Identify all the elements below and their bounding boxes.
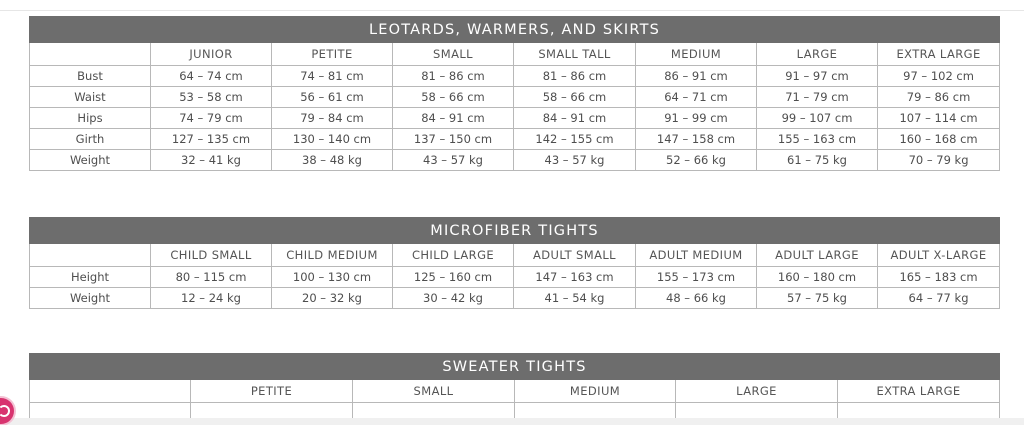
table-row	[30, 87, 1000, 108]
table-cell: 127 – 135 cm	[151, 129, 272, 150]
table-cell: 91 – 97 cm	[757, 66, 878, 87]
table-cell: 53 – 58 cm	[151, 87, 272, 108]
table-header-row	[30, 43, 1000, 66]
column-header: ADULT X-LARGE	[878, 244, 1000, 267]
column-header: SMALL	[393, 43, 514, 66]
table-cell: 84 – 91 cm	[514, 108, 636, 129]
table-row	[30, 129, 1000, 150]
column-header: PETITE	[272, 43, 393, 66]
column-header: PETITE	[191, 380, 353, 403]
row-label: Bust	[30, 66, 151, 87]
table-cell: 58 – 66 cm	[393, 87, 514, 108]
table-cell: 56 – 61 cm	[272, 87, 393, 108]
column-header: ADULT LARGE	[757, 244, 878, 267]
table-cell: 43 – 57 kg	[393, 150, 514, 171]
column-header: LARGE	[676, 380, 838, 403]
table-cell: 81 – 86 cm	[393, 66, 514, 87]
table-cell: 61 – 75 kg	[757, 150, 878, 171]
bottom-bar	[0, 418, 1024, 425]
table-header-row	[30, 380, 1000, 403]
table-cell: 107 – 114 cm	[878, 108, 1000, 129]
table-cell: 142 – 155 cm	[514, 129, 636, 150]
column-header: CHILD LARGE	[393, 244, 514, 267]
table-cell: 100 – 130 cm	[272, 267, 393, 288]
size-table-microfiber-tights	[29, 217, 1000, 309]
table-title: LEOTARDS, WARMERS, AND SKIRTS	[30, 17, 1000, 43]
table-cell: 30 – 42 kg	[393, 288, 514, 309]
table-row	[30, 66, 1000, 87]
column-header: ADULT MEDIUM	[636, 244, 757, 267]
table-cell: 125 – 160 cm	[393, 267, 514, 288]
table-row	[30, 288, 1000, 309]
column-header: CHILD MEDIUM	[272, 244, 393, 267]
table-cell: 81 – 86 cm	[514, 66, 636, 87]
table-cell: 130 – 140 cm	[272, 129, 393, 150]
table-cell: 97 – 102 cm	[878, 66, 1000, 87]
table-title: SWEATER TIGHTS	[30, 354, 1000, 380]
table-cell: 38 – 48 kg	[272, 150, 393, 171]
table-cell: 79 – 84 cm	[272, 108, 393, 129]
column-header: MEDIUM	[515, 380, 676, 403]
row-label: Girth	[30, 129, 151, 150]
table-row	[30, 267, 1000, 288]
table-cell: 99 – 107 cm	[757, 108, 878, 129]
table-cell: 32 – 41 kg	[151, 150, 272, 171]
table-cell: 147 – 158 cm	[636, 129, 757, 150]
table-cell: 57 – 75 kg	[757, 288, 878, 309]
column-header: EXTRA LARGE	[878, 43, 1000, 66]
table-cell: 160 – 180 cm	[757, 267, 878, 288]
table-cell: 84 – 91 cm	[393, 108, 514, 129]
table-cell: 74 – 79 cm	[151, 108, 272, 129]
column-header: EXTRA LARGE	[838, 380, 1000, 403]
column-header: SMALL	[353, 380, 515, 403]
table-cell: 71 – 79 cm	[757, 87, 878, 108]
table-cell: 20 – 32 kg	[272, 288, 393, 309]
table-cell: 58 – 66 cm	[514, 87, 636, 108]
column-header: MEDIUM	[636, 43, 757, 66]
row-label: Weight	[30, 150, 151, 171]
table-cell: 74 – 81 cm	[272, 66, 393, 87]
size-table-sweater-tights	[29, 353, 1000, 424]
table-cell: 41 – 54 kg	[514, 288, 636, 309]
column-header: SMALL TALL	[514, 43, 636, 66]
table-cell: 64 – 71 cm	[636, 87, 757, 108]
table-cell: 155 – 163 cm	[757, 129, 878, 150]
table-cell: 52 – 66 kg	[636, 150, 757, 171]
table-header-row	[30, 244, 1000, 267]
top-divider	[0, 10, 1024, 11]
table-title: MICROFIBER TIGHTS	[30, 218, 1000, 244]
table-row	[30, 150, 1000, 171]
table-cell: 91 – 99 cm	[636, 108, 757, 129]
row-label: Waist	[30, 87, 151, 108]
row-label: Weight	[30, 288, 151, 309]
column-header: LARGE	[757, 43, 878, 66]
table-cell: 64 – 77 kg	[878, 288, 1000, 309]
table-cell: 48 – 66 kg	[636, 288, 757, 309]
table-cell: 137 – 150 cm	[393, 129, 514, 150]
column-header	[30, 380, 191, 403]
column-header: CHILD SMALL	[151, 244, 272, 267]
table-cell: 86 – 91 cm	[636, 66, 757, 87]
table-cell: 147 – 163 cm	[514, 267, 636, 288]
column-header: ADULT SMALL	[514, 244, 636, 267]
table-cell: 12 – 24 kg	[151, 288, 272, 309]
column-header: JUNIOR	[151, 43, 272, 66]
table-cell: 160 – 168 cm	[878, 129, 1000, 150]
column-header	[30, 43, 151, 66]
table-cell: 79 – 86 cm	[878, 87, 1000, 108]
table-cell: 43 – 57 kg	[514, 150, 636, 171]
table-cell: 155 – 173 cm	[636, 267, 757, 288]
row-label: Hips	[30, 108, 151, 129]
size-table-leotards	[29, 16, 1000, 171]
table-cell: 80 – 115 cm	[151, 267, 272, 288]
table-cell: 70 – 79 kg	[878, 150, 1000, 171]
table-cell: 165 – 183 cm	[878, 267, 1000, 288]
table-row	[30, 108, 1000, 129]
row-label: Height	[30, 267, 151, 288]
table-cell: 64 – 74 cm	[151, 66, 272, 87]
column-header	[30, 244, 151, 267]
